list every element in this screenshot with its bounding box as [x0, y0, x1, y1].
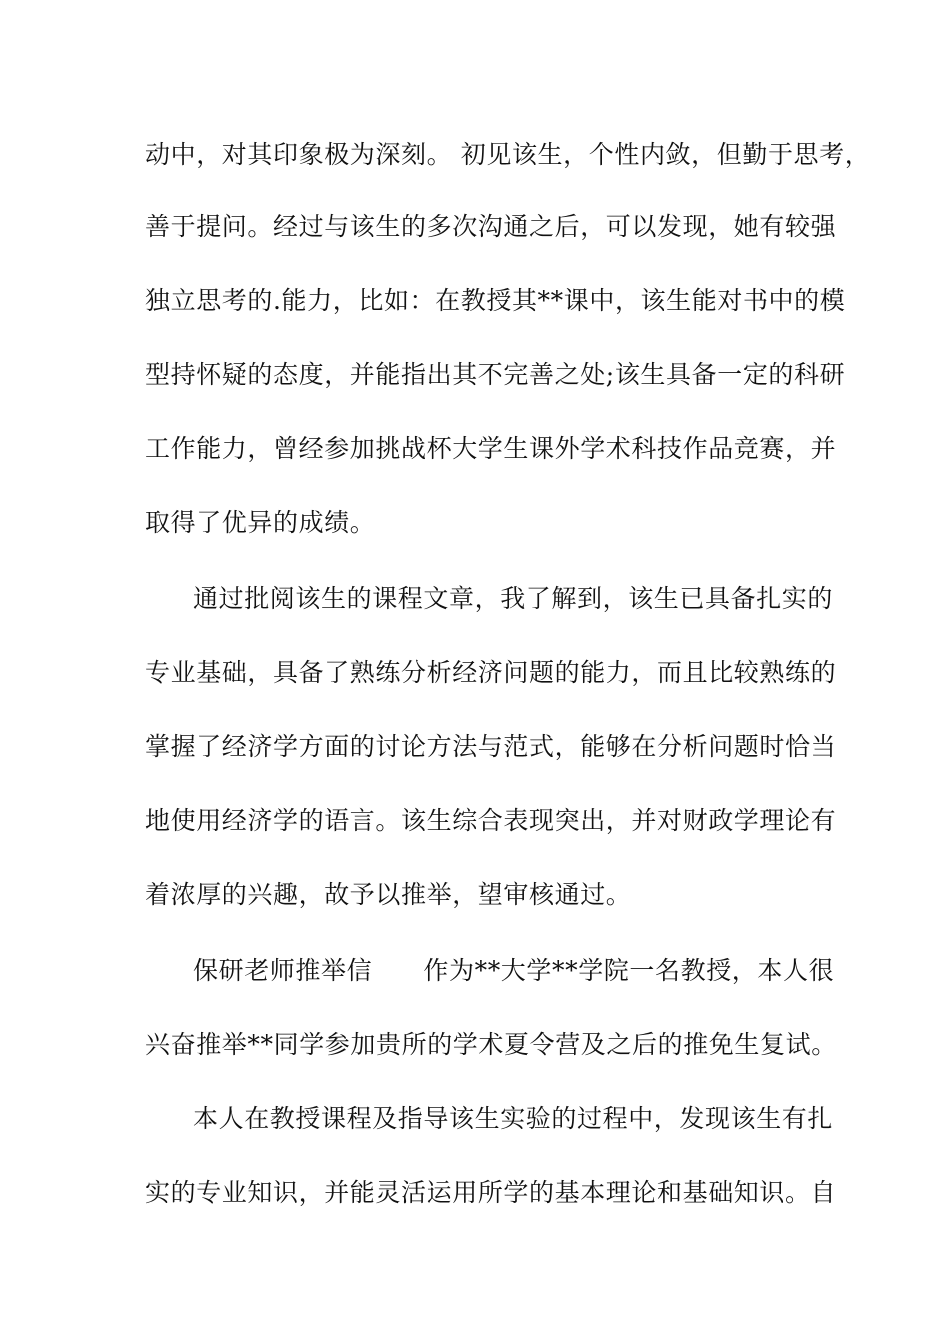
text-line: 动中，对其印象极为深刻。 初见该生，个性内敛，但勤于思考，: [145, 140, 871, 169]
text-line: 工作能力，曾经参加挑战杯大学生课外学术科技作品竞赛，并: [145, 434, 837, 463]
text-line: 善于提问。经过与该生的多次沟通之后，可以发现，她有较强: [145, 212, 837, 241]
paragraph-first-line: 保研老师推举信 作为**大学**学院一名教授，本人很: [193, 956, 835, 985]
paragraph-first-line: 通过批阅该生的课程文章，我了解到，该生已具备扎实的: [193, 584, 834, 613]
text-line: 实的专业知识，并能灵活运用所学的基本理论和基础知识。自: [145, 1178, 837, 1207]
paragraph-first-line: 本人在教授课程及指导该生实验的过程中，发现该生有扎: [193, 1104, 834, 1133]
text-line: 取得了优异的成绩。: [145, 508, 376, 537]
text-line: 地使用经济学的语言。该生综合表现突出，并对财政学理论有: [145, 806, 837, 835]
text-line: 着浓厚的兴趣，故予以推举，望审核通过。: [145, 880, 632, 909]
text-line: 掌握了经济学方面的讨论方法与范式，能够在分析问题时恰当: [145, 732, 837, 761]
text-line: 独立思考的.能力，比如：在教授其**课中，该生能对书中的模: [145, 286, 846, 315]
text-line: 型持怀疑的态度，并能指出其不完善之处;该生具备一定的科研: [145, 360, 846, 389]
text-line: 专业基础，具备了熟练分析经济问题的能力，而且比较熟练的: [145, 658, 837, 687]
text-line: 兴奋推举**同学参加贵所的学术夏令营及之后的推免生复试。: [145, 1030, 837, 1059]
